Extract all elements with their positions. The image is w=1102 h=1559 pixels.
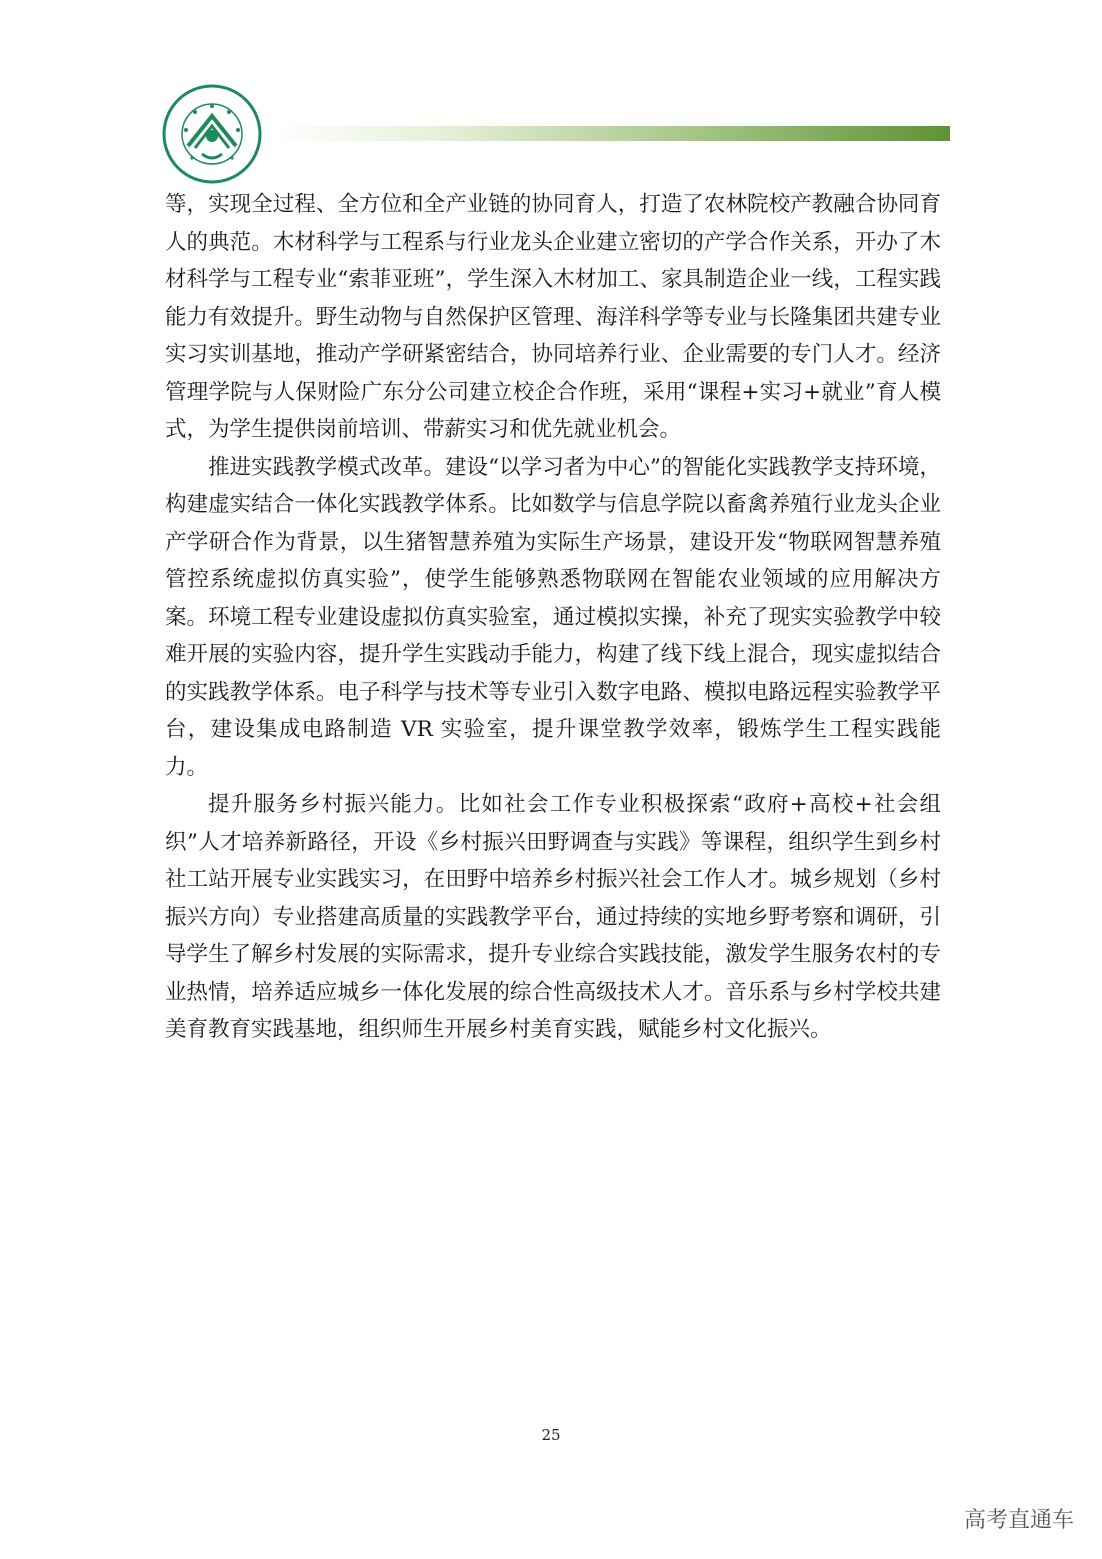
paragraph-3: 提升服务乡村振兴能力。比如社会工作专业积极探索“政府+高校+社会组织”人才培养新路径，开设《乡村振兴田野调查与实践》等课程，组织学生到乡村社工站开展专业实践实习，在田野中培养乡村振兴社会工作人才。城乡规划（乡村振兴方向）专业搭建高质量的实践教学平台，通过持续的实地乡野考察和调研，引导学生了解乡村发展的实际需求，提升专业综合实践技能，激发学生服务农村的专业热情，培养适应城乡一体化发展的综合性高级技术人才。音乐系与乡村学校共建美育教育实践基地，组织师生开展乡村美育实践，赋能乡村文化振兴。 — [165, 792, 941, 1042]
header-gradient-bar — [274, 126, 950, 141]
university-logo-icon — [162, 84, 262, 184]
document-body — [165, 186, 941, 1049]
page-header — [162, 84, 952, 184]
paragraph-2: 推进实践教学模式改革。建设“以学习者为中心”的智能化实践教学支持环境，构建虚实结合一体化实践教学体系。比如数学与信息学院以畜禽养殖行业龙头企业产学研合作为背景，以生猪智慧养殖为实际生产场景，建设开发“物联网智慧养殖管控系统虚拟仿真实验”，使学生能够熟悉物联网在智能农业领域的应用解决方案。环境工程专业建设虚拟仿真实验室，通过模拟实操，补充了现实实验教学中较难开展的实验内容，提升学生实践动手能力，构建了线下线上混合，现实虚拟结合的实践教学体系。电子科学与技术等专业引入数字电路、模拟电路远程实验教学平台，建设集成电路制造 VR 实验室，提升课堂教学效率，锻炼学生工程实践能力。 — [165, 454, 941, 780]
watermark-text: 高考直通车 — [963, 1508, 1074, 1533]
paragraph-1: 等，实现全过程、全方位和全产业链的协同育人，打造了农林院校产教融合协同育人的典范。木材科学与工程系与行业龙头企业建立密切的产学合作关系，开办了木材科学与工程专业“索菲亚班”，学生深入木材加工、家具制造企业一线，工程实践能力有效提升。野生动物与自然保护区管理、海洋科学等专业与长隆集团共建专业实习实训基地，推动产学研紧密结合，协同培养行业、企业需要的专门人才。经济管理学院与人保财险广东分公司建立校企合作班，采用“课程+实习+就业”育人模式，为学生提供岗前培训、带薪实习和优先就业机会。 — [165, 192, 941, 442]
page-number: 25 — [541, 1426, 561, 1444]
